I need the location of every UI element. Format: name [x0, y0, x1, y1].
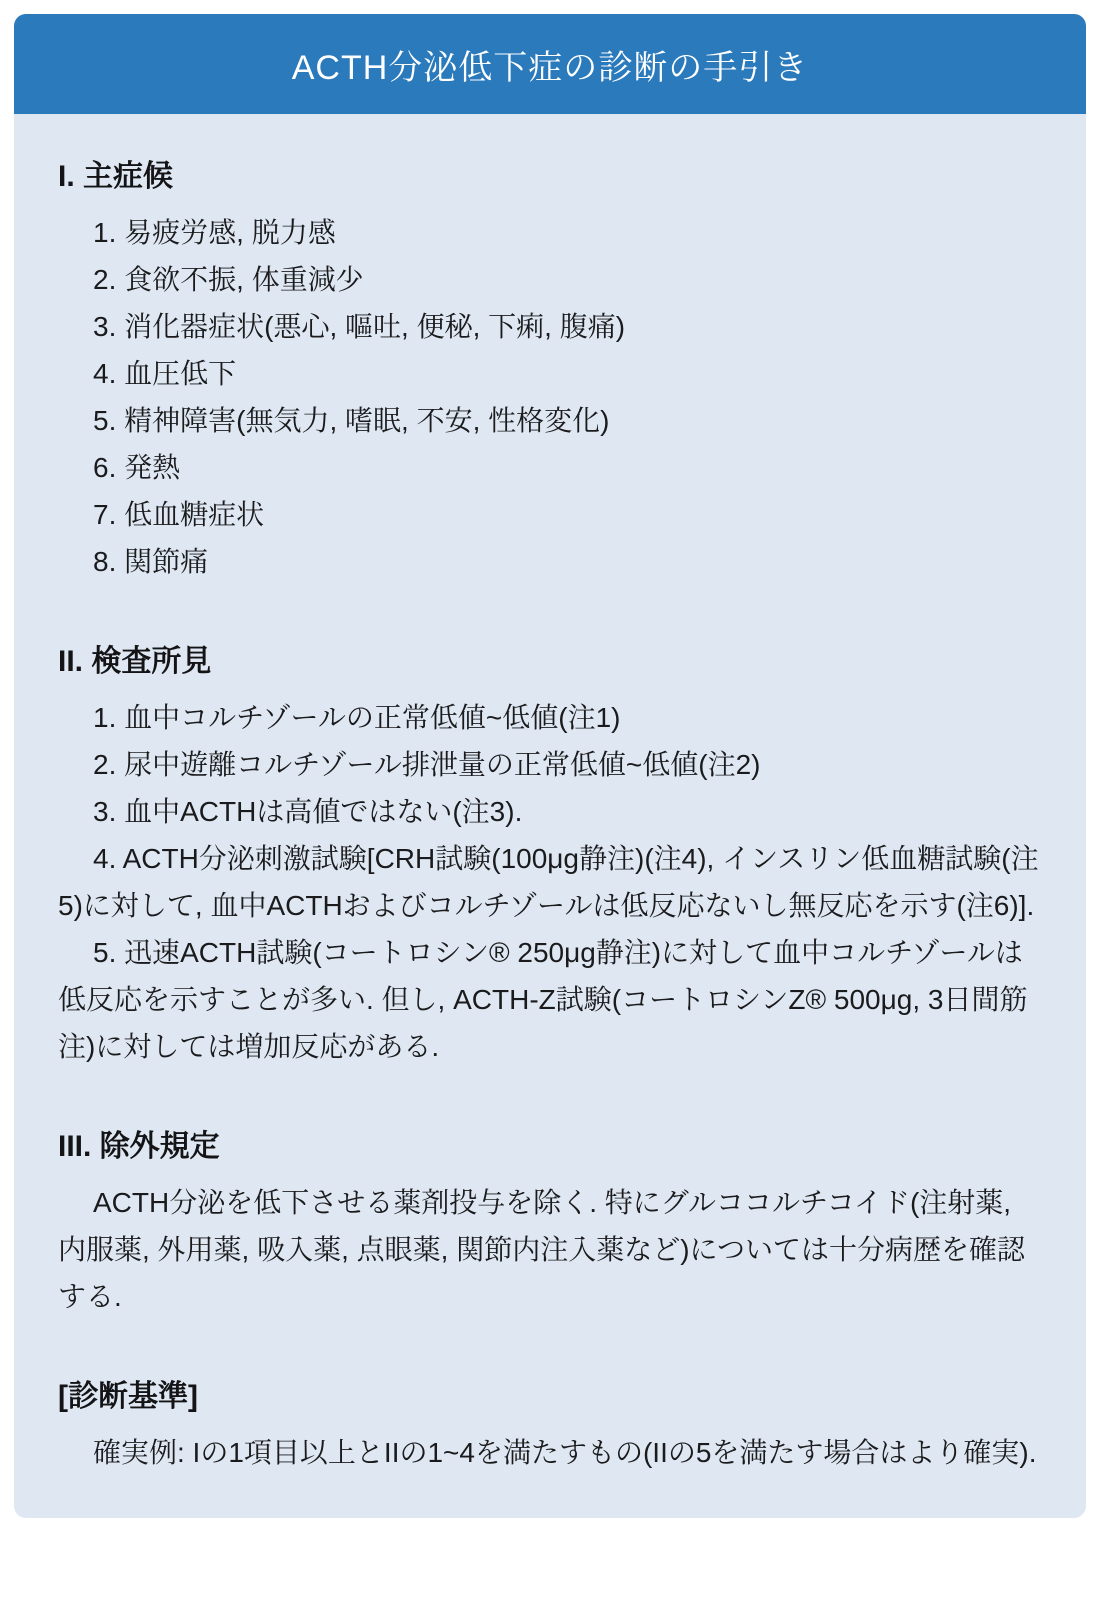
- symptom-item-3: 3. 消化器症状(悪心, 嘔吐, 便秘, 下痢, 腹痛): [93, 311, 626, 342]
- lab-finding-item-1: 1. 血中コルチゾールの正常低値~低値(注1): [93, 702, 621, 733]
- diagnostic-criteria-paragraph: 確実例: Iの1項目以上とIIの1~4を満たすもの(IIの5を満たす場合はより確実).: [93, 1437, 1037, 1468]
- card-header: [14, 14, 1086, 114]
- symptom-item-4: 4. 血圧低下: [93, 358, 237, 389]
- lab-finding-item-4: 4. ACTH分泌刺激試験[CRH試験(100μg静注)(注4), インスリン低血糖試験(注5)に対して, 血中ACTHおよびコルチゾールは低反応ないし無反応を示す(注6)].: [58, 843, 1039, 921]
- symptom-item-7: 7. 低血糖症状: [93, 499, 265, 530]
- lab-finding-item-5: 5. 迅速ACTH試験(コートロシン® 250μg静注)に対して血中コルチゾールは低反応を示すことが多い. 但し, ACTH-Z試験(コートロシンZ® 500μg, 3日間筋注)に対しては増加反応がある.: [58, 937, 1028, 1062]
- exclusion-paragraph: ACTH分泌を低下させる薬剤投与を除く. 特にグルココルチコイド(注射薬, 内服薬, 外用薬, 吸入薬, 点眼薬, 関節内注入薬など)については十分病歴を確認する.: [58, 1187, 1026, 1312]
- lab-finding-item-3: 3. 血中ACTHは高値ではない(注3).: [93, 796, 523, 827]
- section-heading-main-symptoms: I. 主症候: [58, 160, 174, 193]
- symptom-item-2: 2. 食欲不振, 体重減少: [93, 264, 364, 295]
- section-heading-lab-findings: II. 検査所見: [58, 645, 212, 678]
- symptom-item-5: 5. 精神障害(無気力, 嗜眠, 不安, 性格変化): [93, 405, 610, 436]
- symptom-item-6: 6. 発熱: [93, 452, 181, 483]
- card-body: [14, 114, 1086, 1518]
- symptom-item-1: 1. 易疲労感, 脱力感: [93, 217, 336, 248]
- diagnostic-guide-card: [14, 14, 1086, 1518]
- symptom-item-8: 8. 関節痛: [93, 546, 209, 577]
- section-heading-diagnostic-criteria: [診断基準]: [58, 1380, 198, 1413]
- page-title: ACTH分泌低下症の診断の手引き: [291, 48, 809, 87]
- lab-finding-item-2: 2. 尿中遊離コルチゾール排泄量の正常低値~低値(注2): [93, 749, 761, 780]
- section-heading-exclusion: III. 除外規定: [58, 1130, 220, 1163]
